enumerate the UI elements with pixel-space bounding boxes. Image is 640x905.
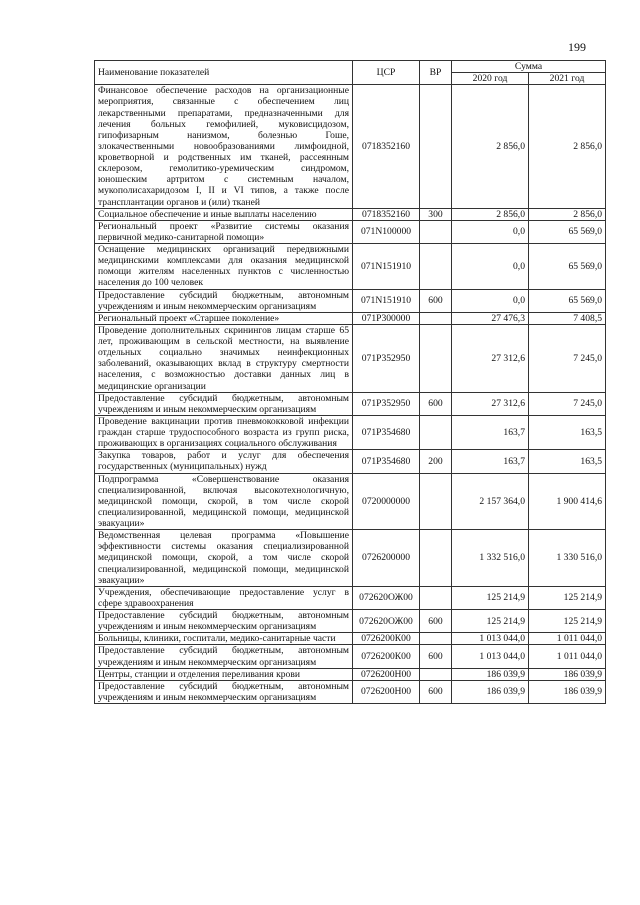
- table-header: [95, 61, 606, 85]
- row-csr: 071P354680: [353, 450, 420, 473]
- row-csr: 072620ОЖ00: [353, 586, 420, 609]
- budget-table: [94, 60, 606, 704]
- row-csr: 071P300000: [353, 312, 420, 324]
- row-csr: 0726200К00: [353, 645, 420, 668]
- row-csr: 0726200000: [353, 530, 420, 587]
- row-vr: [420, 473, 452, 530]
- row-name: Региональный проект «Развитие системы оказания первичной медико-санитарной помощи»: [95, 220, 353, 243]
- row-csr: 0726200К00: [353, 633, 420, 645]
- header-sum: Сумма: [452, 61, 606, 73]
- row-csr: 0718352160: [353, 208, 420, 220]
- table-row: [95, 610, 606, 633]
- row-vr: [420, 324, 452, 392]
- row-sum-2021: 163,5: [529, 450, 606, 473]
- row-vr: 200: [420, 450, 452, 473]
- header-vr: ВР: [420, 61, 452, 85]
- table-row: [95, 220, 606, 243]
- header-year-2021: 2021 год: [529, 73, 606, 85]
- row-sum-2020: 27 312,6: [452, 392, 529, 415]
- row-name: Подпрограмма «Совершенствование оказания специализированной, включая высокотехнологичную, медицинской помощи, скорой, в том числе скорой специализированной, медицинской помощи, медицинской эвакуации»: [95, 473, 353, 530]
- row-vr: 600: [420, 645, 452, 668]
- table-row: [95, 450, 606, 473]
- row-csr: 0726200Н00: [353, 668, 420, 680]
- row-sum-2020: 125 214,9: [452, 610, 529, 633]
- row-name: Оснащение медицинских организаций передвижными медицинскими комплексами для оказания медицинской помощи жителям населенных пунктов с численностью населения до 100 человек: [95, 244, 353, 290]
- row-sum-2020: 125 214,9: [452, 586, 529, 609]
- row-name: Ведомственная целевая программа «Повышение эффективности системы оказания специализированной медицинской помощи, скорой, а том числе скорой специализированной, медицинской помощи, медицинской эвакуации»: [95, 530, 353, 587]
- row-sum-2021: 7 245,0: [529, 324, 606, 392]
- row-sum-2021: 163,5: [529, 415, 606, 449]
- row-sum-2021: 2 856,0: [529, 208, 606, 220]
- row-name: Закупка товаров, работ и услуг для обеспечения государственных (муниципальных) нужд: [95, 450, 353, 473]
- table-row: [95, 645, 606, 668]
- row-sum-2021: 186 039,9: [529, 668, 606, 680]
- row-csr: 071P352950: [353, 392, 420, 415]
- table-row: [95, 586, 606, 609]
- row-vr: [420, 220, 452, 243]
- row-name: Предоставление субсидий бюджетным, автономным учреждениям и иным некоммерческим организациям: [95, 392, 353, 415]
- row-sum-2020: 1 013 044,0: [452, 645, 529, 668]
- row-csr: 071N151910: [353, 289, 420, 312]
- table-row: [95, 85, 606, 208]
- row-sum-2021: 7 245,0: [529, 392, 606, 415]
- table-row: [95, 312, 606, 324]
- row-sum-2021: 65 569,0: [529, 289, 606, 312]
- row-sum-2020: 27 476,3: [452, 312, 529, 324]
- row-name: Центры, станции и отделения переливания крови: [95, 668, 353, 680]
- row-name: Проведение вакцинации против пневмококковой инфекции граждан старше трудоспособного возраста из групп риска, проживающих в организациях социального обслуживания: [95, 415, 353, 449]
- row-sum-2021: 1 011 044,0: [529, 633, 606, 645]
- row-csr: 0718352160: [353, 85, 420, 208]
- row-sum-2020: 163,7: [452, 450, 529, 473]
- row-sum-2021: 7 408,5: [529, 312, 606, 324]
- row-sum-2020: 1 332 516,0: [452, 530, 529, 587]
- row-sum-2020: 163,7: [452, 415, 529, 449]
- row-sum-2020: 2 856,0: [452, 85, 529, 208]
- row-name: Предоставление субсидий бюджетным, автономным учреждениям и иным некоммерческим организациям: [95, 610, 353, 633]
- row-name: Проведение дополнительных скринингов лицам старше 65 лет, проживающим в сельской местности, на выявление отдельных социально значимых неинфекционных заболеваний, оказывающих вклад в структуру смертности населения, с возможностью доставки данных лиц в медицинские организации: [95, 324, 353, 392]
- row-sum-2020: 2 157 364,0: [452, 473, 529, 530]
- row-sum-2020: 0,0: [452, 289, 529, 312]
- table-row: [95, 530, 606, 587]
- header-csr: ЦСР: [353, 61, 420, 85]
- row-name: Предоставление субсидий бюджетным, автономным учреждениям и иным некоммерческим организациям: [95, 289, 353, 312]
- row-csr: 0726200Н00: [353, 680, 420, 703]
- row-sum-2021: 1 330 516,0: [529, 530, 606, 587]
- row-csr: 071N151910: [353, 244, 420, 290]
- row-sum-2021: 65 569,0: [529, 220, 606, 243]
- row-sum-2021: 125 214,9: [529, 610, 606, 633]
- row-name: Больницы, клиники, госпитали, медико-санитарные части: [95, 633, 353, 645]
- row-vr: [420, 85, 452, 208]
- table-row: [95, 668, 606, 680]
- header-name: Наименование показателей: [95, 61, 353, 85]
- row-vr: [420, 633, 452, 645]
- row-sum-2021: 2 856,0: [529, 85, 606, 208]
- row-csr: 0720000000: [353, 473, 420, 530]
- row-csr: 071P352950: [353, 324, 420, 392]
- row-name: Учреждения, обеспечивающие предоставление услуг в сфере здравоохранения: [95, 586, 353, 609]
- row-vr: [420, 312, 452, 324]
- table-row: [95, 324, 606, 392]
- table-row: [95, 633, 606, 645]
- row-name: Региональный проект «Старшее поколение»: [95, 312, 353, 324]
- row-vr: 600: [420, 289, 452, 312]
- row-vr: [420, 415, 452, 449]
- row-name: Предоставление субсидий бюджетным, автономным учреждениям и иным некоммерческим организациям: [95, 680, 353, 703]
- table-row: [95, 680, 606, 703]
- row-vr: 600: [420, 392, 452, 415]
- page-number: 199: [568, 40, 586, 54]
- row-name: Социальное обеспечение и иные выплаты населению: [95, 208, 353, 220]
- row-csr: 071P354680: [353, 415, 420, 449]
- table-row: [95, 415, 606, 449]
- row-sum-2020: 27 312,6: [452, 324, 529, 392]
- row-sum-2021: 1 011 044,0: [529, 645, 606, 668]
- row-csr: 072620ОЖ00: [353, 610, 420, 633]
- row-sum-2021: 1 900 414,6: [529, 473, 606, 530]
- row-name: Финансовое обеспечение расходов на организационные мероприятия, связанные с обеспечением лиц лекарственными препаратами, предназначенными для лечения больных гемофилией, муковисцидозом, гипофизарным нанизмом, болезнью Гоше, злокачественными новообразованиями лимфоидной, кроветворной и родственных им тканей, рассеянным склерозом, гемолитико-уремическим синдромом, юношеским артритом с системным началом, мукополисахаридозом I, II и VI типов, а также после трансплантации органов и (или) тканей: [95, 85, 353, 208]
- row-vr: [420, 530, 452, 587]
- row-sum-2020: 2 856,0: [452, 208, 529, 220]
- row-sum-2021: 65 569,0: [529, 244, 606, 290]
- table-body: [95, 85, 606, 704]
- row-vr: [420, 668, 452, 680]
- row-sum-2020: 186 039,9: [452, 668, 529, 680]
- row-vr: 300: [420, 208, 452, 220]
- row-sum-2020: 186 039,9: [452, 680, 529, 703]
- row-sum-2021: 125 214,9: [529, 586, 606, 609]
- table-row: [95, 392, 606, 415]
- header-year-2020: 2020 год: [452, 73, 529, 85]
- row-sum-2021: 186 039,9: [529, 680, 606, 703]
- row-vr: [420, 244, 452, 290]
- row-sum-2020: 0,0: [452, 244, 529, 290]
- table-row: [95, 289, 606, 312]
- row-sum-2020: 1 013 044,0: [452, 633, 529, 645]
- row-name: Предоставление субсидий бюджетным, автономным учреждениям и иным некоммерческим организациям: [95, 645, 353, 668]
- table-row: [95, 244, 606, 290]
- table-row: [95, 473, 606, 530]
- table-row: [95, 208, 606, 220]
- row-vr: 600: [420, 680, 452, 703]
- row-vr: 600: [420, 610, 452, 633]
- row-csr: 071N100000: [353, 220, 420, 243]
- row-vr: [420, 586, 452, 609]
- row-sum-2020: 0,0: [452, 220, 529, 243]
